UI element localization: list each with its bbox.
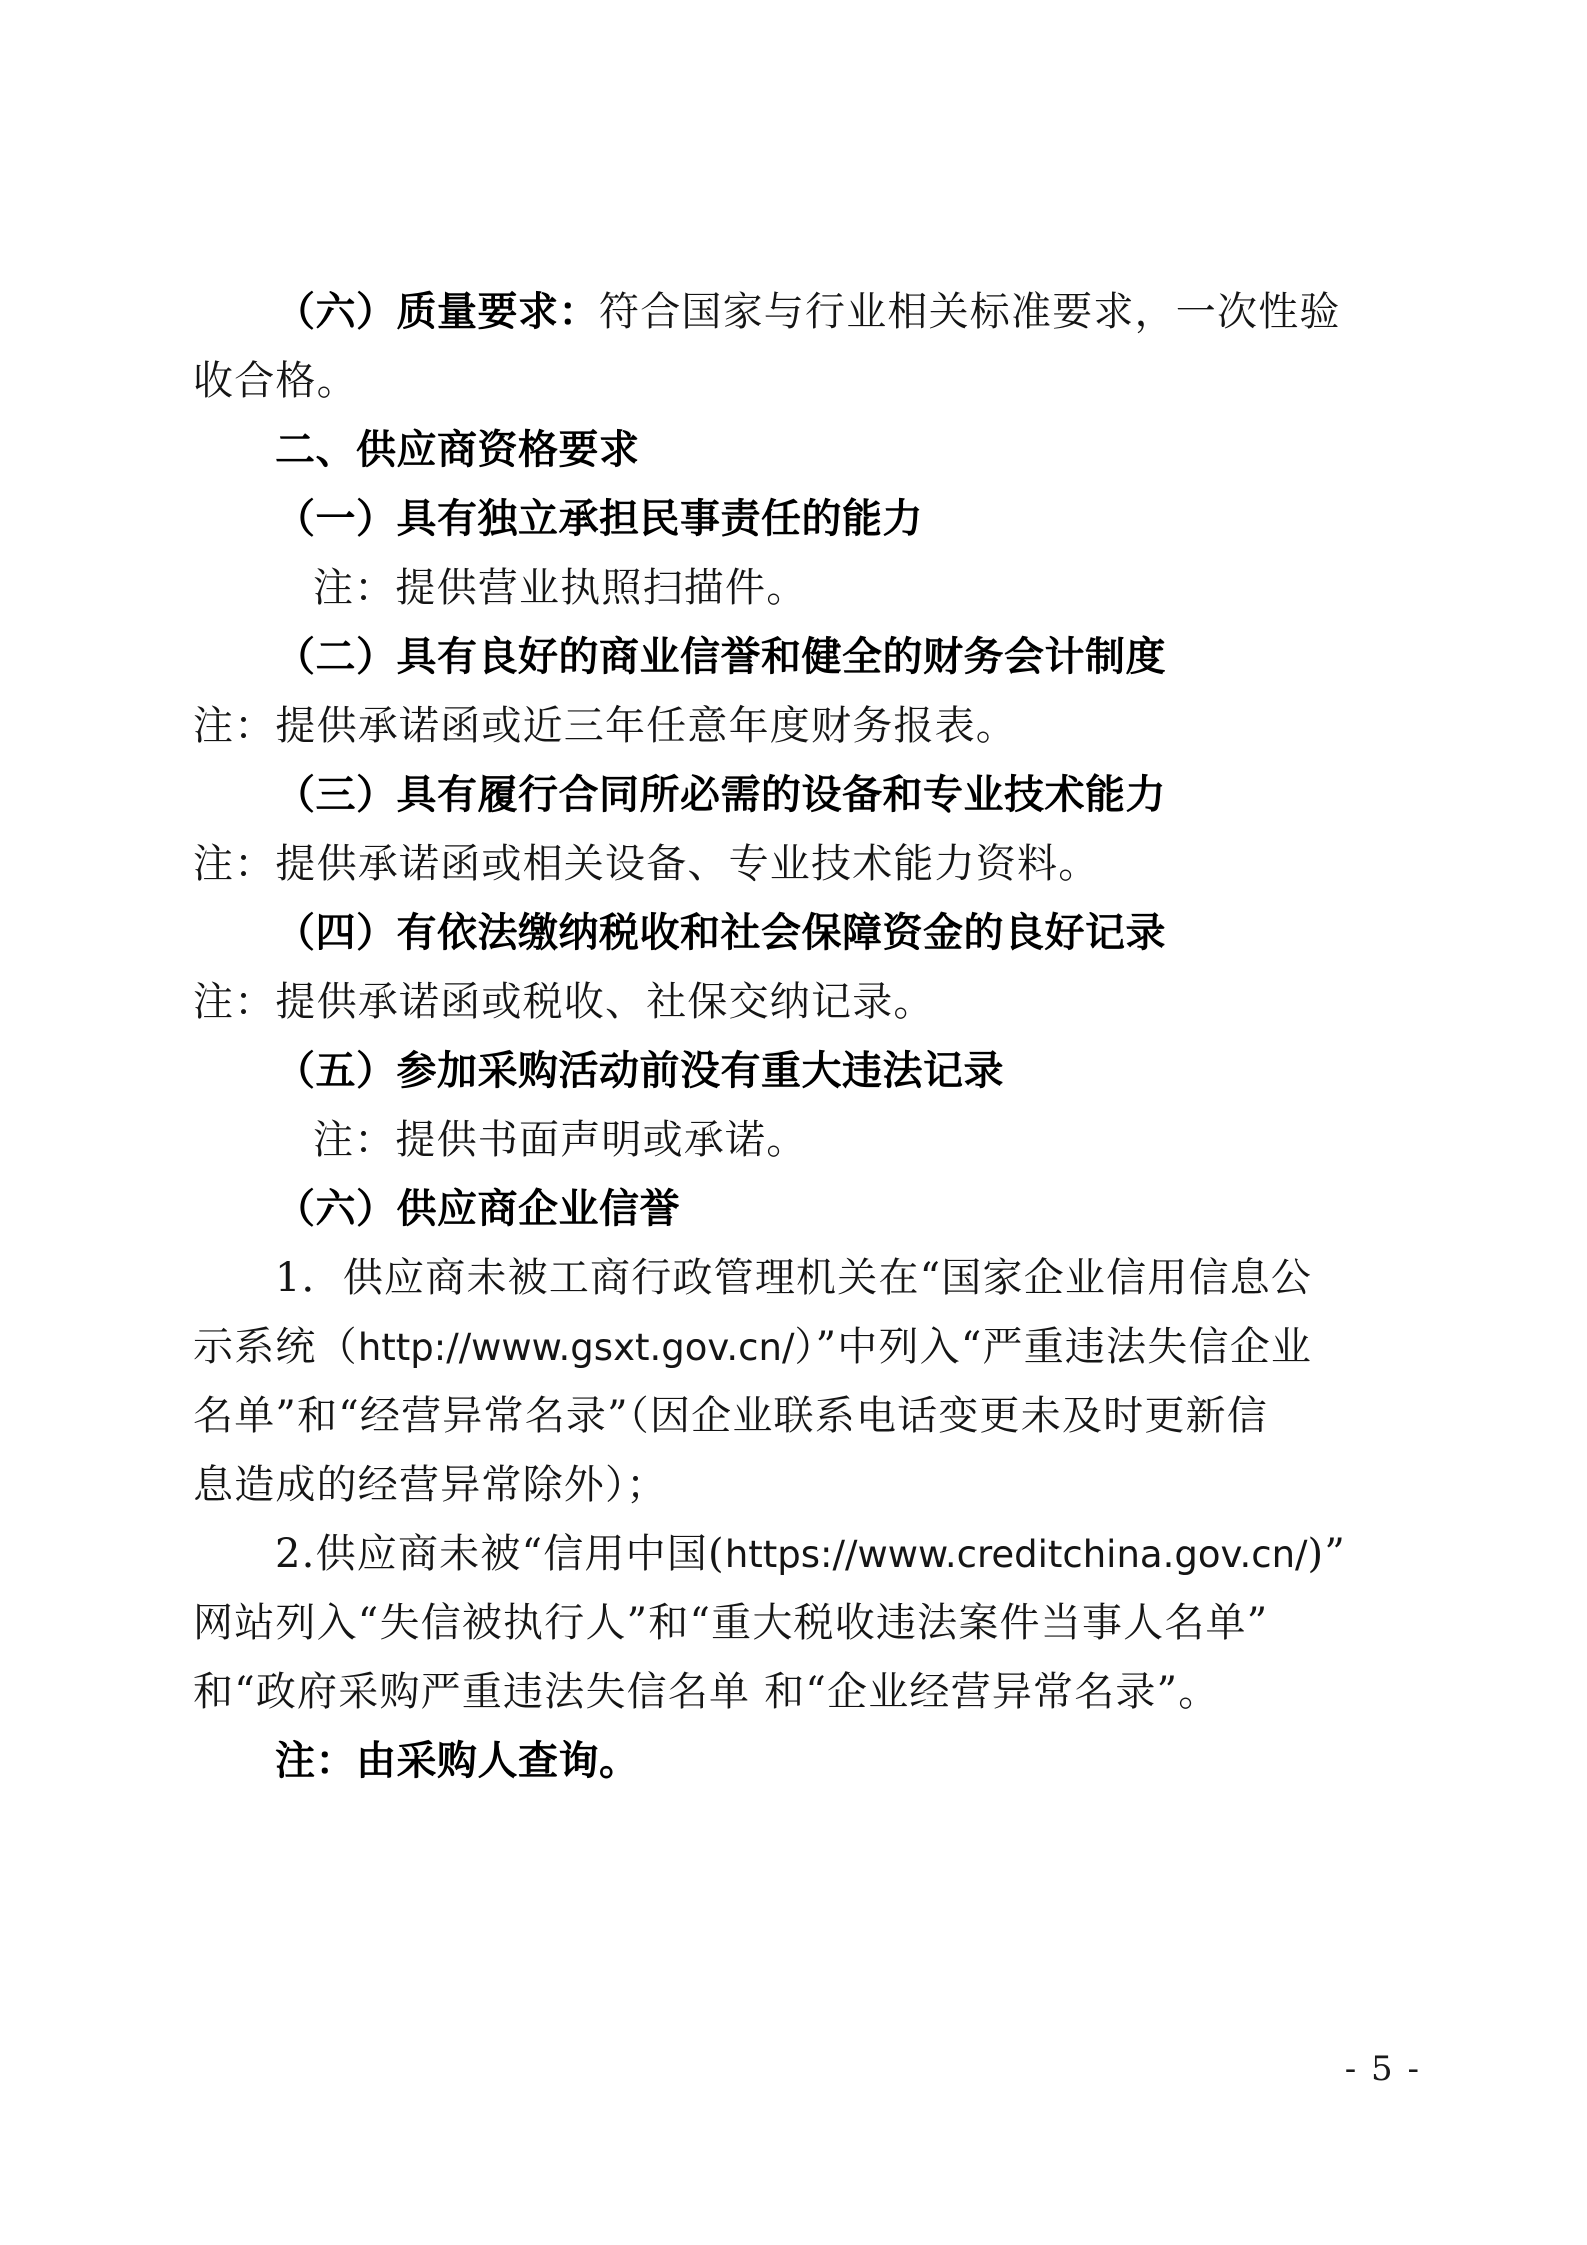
clause-2-line-3: 和“政府采购严重违法失信名单 和“企业经营异常名录”。: [193, 1669, 1220, 1715]
heading-supplier-qualification: 二、供应商资格要求: [275, 427, 640, 473]
paragraph-quality-requirement: [193, 278, 1398, 347]
note-item-6: 注：由采购人查询。: [275, 1738, 640, 1784]
clause-1-line-4: 息造成的经营异常除外）；: [193, 1462, 668, 1508]
clause-1-line-1: 1．供应商未被工商行政管理机关在“国家企业信用信息公: [275, 1255, 1313, 1301]
clause-1-line-3: 名单”和“经营异常名录”（因企业联系电话变更未及时更新信: [193, 1393, 1268, 1439]
note-item-2: 注：提供承诺函或近三年任意年度财务报表。: [193, 703, 1017, 749]
paragraph-quality-requirement-cont: 收合格。: [193, 358, 358, 404]
document-body: [193, 278, 1398, 1796]
heading-item-2: （二）具有良好的商业信誉和健全的财务会计制度: [275, 634, 1166, 680]
clause-2-line-2: 网站列入“失信被执行人”和“重大税收违法案件当事人名单”: [193, 1600, 1269, 1646]
gsxt-url[interactable]: http://www.gsxt.gov.cn/: [357, 1326, 795, 1369]
heading-item-4: （四）有依法缴纳税收和社会保障资金的良好记录: [275, 910, 1166, 956]
quality-requirement-label: （六）质量要求：: [275, 289, 599, 335]
heading-item-1: （一）具有独立承担民事责任的能力: [275, 496, 923, 542]
clause-1-prefix: 示系统（: [193, 1324, 358, 1370]
clause-2-suffix: )”: [1307, 1531, 1346, 1577]
note-item-4: 注：提供承诺函或税收、社保交纳记录。: [193, 979, 935, 1025]
creditchina-url[interactable]: https://www.creditchina.gov.cn/: [724, 1533, 1308, 1576]
clause-2-line-1: [193, 1520, 1398, 1589]
quality-requirement-text: 符合国家与行业相关标准要求，一次性验: [599, 289, 1341, 335]
clause-2-prefix: 2.供应商未被“信用中国(: [275, 1531, 725, 1577]
note-item-5: 注：提供书面声明或承诺。: [313, 1117, 808, 1163]
clause-1-suffix: ）”中列入“严重违法失信企业: [794, 1324, 1313, 1370]
page-number: - 5 -: [1344, 2049, 1421, 2089]
heading-item-6: （六）供应商企业信誉: [275, 1186, 680, 1232]
clause-1-line-2: [193, 1313, 1398, 1382]
note-item-1: 注：提供营业执照扫描件。: [313, 565, 808, 611]
heading-item-5: （五）参加采购活动前没有重大违法记录: [275, 1048, 1004, 1094]
note-item-3: 注：提供承诺函或相关设备、专业技术能力资料。: [193, 841, 1100, 887]
heading-item-3: （三）具有履行合同所必需的设备和专业技术能力: [275, 772, 1166, 818]
